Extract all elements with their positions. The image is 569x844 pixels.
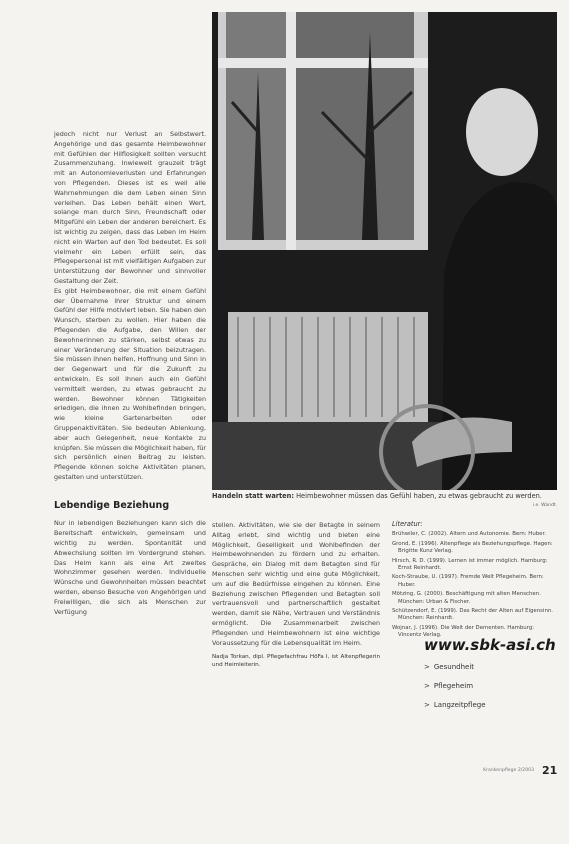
topic-link-gesundheit[interactable] xyxy=(424,662,564,673)
photo-credit: i.e. Wandt. xyxy=(532,503,557,508)
body-paragraph: stellen. Aktivitäten, wie sie der Betagte in seinem Alltag erlebt, sind wichtig und bieten eine Möglichkeit, Geselligkeit und Wohlbefinden der Heimbewohnenden zu fördern und zu erhalten. Gespräche, ein Dialog mit dem Betagten sind für Menschen sehr wichtig und eine gute Möglichkeit, um auf die Bedürfnisse eingehen zu können. Eine Beziehung zwischen Pflegenden und Betagten soll vertrauensvoll und partnerschaftlich gestaltet werden, damit sie Nähe, Vertrauen und Verständnis ermöglicht. Die Zusammenarbeit zwischen Pflegenden und Heimbewohnern ist eine wichtige Voraussetzung für die Lebensqualität im Heim. xyxy=(212,521,380,647)
topic-link-pflegeheim[interactable] xyxy=(424,681,564,692)
caption-lead: Handeln statt warten: xyxy=(212,492,294,500)
literature-list xyxy=(392,521,558,642)
literature-reference: Grond, E. (1996). Altenpflege als Beziehungspflege. Hagen: Brigitte Kunz Verlag. xyxy=(392,540,553,555)
body-paragraph: jedoch nicht nur Verlust an Selbstwert. Angehörige und das gesamte Heimbewohner mit Gefühlen der Hilflosigkeit sollten versucht Zusammenzuhang. Inwieweit grauzeit trägt mit an Autonomieverlusten und Erfahrungen von Pflegenden. Dieses ist es weil alle Wahrnehmungen die dem Leben einen Sinn verleihen. Das Leben behält einen Wert, solange man durch Sinn, Freundschaft oder Mitgefühl ein Leben der anderen bereichert. Es ist wichtig zu zeigen, dass das Leben im Heim nicht ein Warten auf den Tod bedeutet. Es soll vielmehr ein Leben erfüllt sein, das Pflegepersonal ist mit vielfältigen Aufgaben zur Unterstützung der Bewohner und sinnvoller Gestaltung der Zeit. xyxy=(54,130,206,285)
author-note: Nadja Torkan, dipl. Pflegefachfrau HöFa I, ist Altenpflegerin und Heimleiterin. xyxy=(212,654,380,669)
body-paragraph: Es gibt Heimbewohner, die mit einem Gefühl der Übernahme ihrer Struktur und einem Gefühl der Hilfe motiviert leben. Sie haben den Wunsch, sterben zu wollen. Hier haben die Pflegenden die Aufgabe, den Willen der Bewohnerinnen zu stärken, selbst etwas zu einer Veränderung der Situation beizutragen. Sie müssen ihnen helfen, Hoffnung und Sinn in der Gegenwart und für die Zukunft zu entwickeln. Es soll ihnen auch ein Gefühl vermittelt werden, zu etwas gebraucht zu werden. Bewohner können Tätigkeiten erledigen, die ihnen zu Wohlbefinden bringen, wie kleine Gartenarbeiten oder Gruppenaktivitäten. Sie bedeuten Ablenkung, aber auch Gelegenheit, neue Kontakte zu knüpfen. Sie müssen die Möglichkeit haben, für sich persönlich einen Beitrag zu leisten. Pflegende können solche Aktivitäten planen, gestalten und unterstützen. xyxy=(54,286,206,481)
topic-link-langzeitpflege[interactable] xyxy=(424,700,564,711)
website-link[interactable]: www.sbk-asi.ch xyxy=(424,636,556,654)
literature-reference: Mötzing, G. (2000). Beschäftigung mit alten Menschen. München: Urban & Fischer. xyxy=(392,591,541,605)
article-column-1 xyxy=(54,130,206,617)
article-column-2 xyxy=(212,521,380,669)
literature-reference: Hirsch, R. D. (1999). Lernen ist immer möglich. Hamburg: Ernst Reinhardt. xyxy=(392,557,548,572)
literature-reference: Wojnar, J. (1996). Die Welt der Dementen. Hamburg: Vincentz Verlag. xyxy=(392,624,535,639)
journal-footer: Krankenpflege 2/2003 xyxy=(483,768,534,773)
body-paragraph: Nur in lebendigen Beziehungen kann sich die Bereitschaft entwickeln, gemeinsam und wichtig zu werden. Spontanität und Abwechslung sollten im Vordergrund stehen. Das Heim kann als eine Art zweites Wohnzimmer gesehen werden. Individuelle Wünsche und Gewohnheiten müssen beachtet werden, ebenso Besuche von Angehörigen und Freiwilligen, die sich als Menschen zur Verfügung xyxy=(54,519,206,616)
photo-illustration xyxy=(212,12,557,490)
literature-reference: Koch-Straube, U. (1997). Fremde Welt Pflegeheim. Bern: Huber. xyxy=(392,574,544,588)
arrow-right-icon: > xyxy=(424,663,430,671)
section-heading: Lebendige Beziehung xyxy=(54,499,170,511)
page-number: 21 xyxy=(542,764,558,777)
photo-caption xyxy=(212,492,557,508)
arrow-right-icon: > xyxy=(424,701,430,709)
topic-link-label: Pflegeheim xyxy=(433,682,474,690)
arrow-right-icon: > xyxy=(424,682,430,690)
caption-text: Heimbewohner müssen das Gefühl haben, zu etwas gebraucht zu werden. xyxy=(296,492,542,500)
topic-link-label: Langzeitpflege xyxy=(433,701,486,709)
literature-reference: Brühwiler, C. (2002). Altern und Autonomie. Bern: Huber. xyxy=(392,531,546,538)
topic-links xyxy=(424,662,564,719)
topic-link-label: Gesundheit xyxy=(433,663,475,671)
literature-heading: Literatur: xyxy=(392,520,423,528)
literature-reference: Schützendorf, E. (1999). Das Recht der Alten auf Eigensinn. München: Reinhardt. xyxy=(392,608,554,622)
article-photo xyxy=(212,12,557,490)
